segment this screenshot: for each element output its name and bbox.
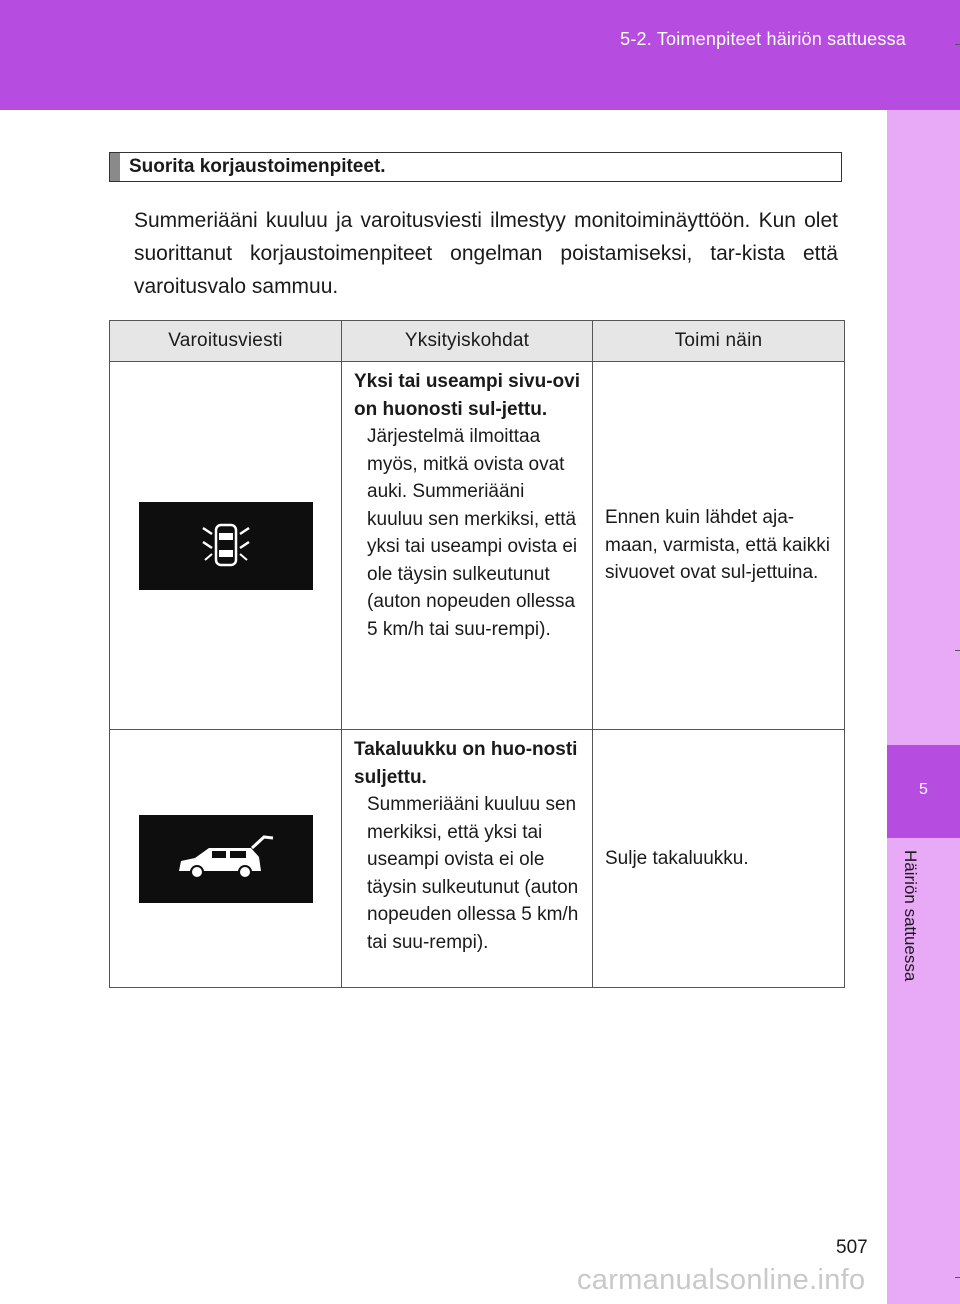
chapter-label: Häiriön sattuessa xyxy=(901,850,920,982)
table-row xyxy=(110,730,845,988)
crop-mark xyxy=(955,1277,960,1278)
page-number: 507 xyxy=(836,1237,868,1258)
chapter-tab[interactable] xyxy=(887,745,960,838)
warning-table xyxy=(109,320,845,988)
crop-mark xyxy=(955,650,960,651)
intro-paragraph: Summeriääni kuuluu ja varoitusviesti ilmestyy monitoiminäyttöön. Kun olet suorittanut korjaustoimenpiteet ongelman poistamiseksi, tar-kista että varoitusvalo sammuu. xyxy=(134,209,838,298)
detail-title: Yksi tai useampi sivu-ovi on huonosti sul-jettu. xyxy=(354,371,580,420)
chapter-number: 5 xyxy=(919,781,928,798)
detail-body: Summeriääni kuuluu sen merkiksi, että yksi tai useampi ovista ei ole täysin sulkeutunut (auton nopeuden ollessa 5 km/h tai suu-rempi). xyxy=(367,794,579,953)
crop-mark xyxy=(955,44,960,45)
tailgate-open-warning-icon xyxy=(139,815,313,903)
heading-bar xyxy=(110,153,120,181)
header-action: Toimi näin xyxy=(593,321,845,362)
door-open-warning-icon xyxy=(139,502,313,590)
header-band xyxy=(0,0,960,110)
table-row xyxy=(110,362,845,730)
action-text: Sulje takaluukku. xyxy=(605,847,749,869)
chapter-breadcrumb: 5-2. Toimenpiteet häiriön sattuessa xyxy=(620,29,906,49)
section-heading-text: Suorita korjaustoimenpiteet. xyxy=(129,156,386,177)
detail-cell xyxy=(342,362,593,730)
action-cell xyxy=(593,362,845,730)
watermark: carmanualsonline.info xyxy=(577,1264,866,1296)
warning-icon-cell xyxy=(110,362,342,730)
detail-body: Järjestelmä ilmoittaa myös, mitkä ovista ovat auki. Summeriääni kuuluu sen merkiksi, että yksi tai useampi ovista ei ole täysin sulkeutunut (auton nopeuden ollessa 5 km/h tai suu-rempi). xyxy=(367,426,578,640)
header-details: Yksityiskohdat xyxy=(342,321,593,362)
side-strip xyxy=(887,110,960,1304)
detail-cell xyxy=(342,730,593,988)
table-header-row xyxy=(110,321,845,362)
header-warning-message: Varoitusviesti xyxy=(110,321,342,362)
action-cell xyxy=(593,730,845,988)
action-text: Ennen kuin lähdet aja-maan, varmista, että kaikki sivuovet ovat sul-jettuina. xyxy=(605,507,830,584)
section-heading xyxy=(109,152,842,182)
detail-title: Takaluukku on huo-nosti suljettu. xyxy=(354,739,578,788)
warning-icon-cell xyxy=(110,730,342,988)
